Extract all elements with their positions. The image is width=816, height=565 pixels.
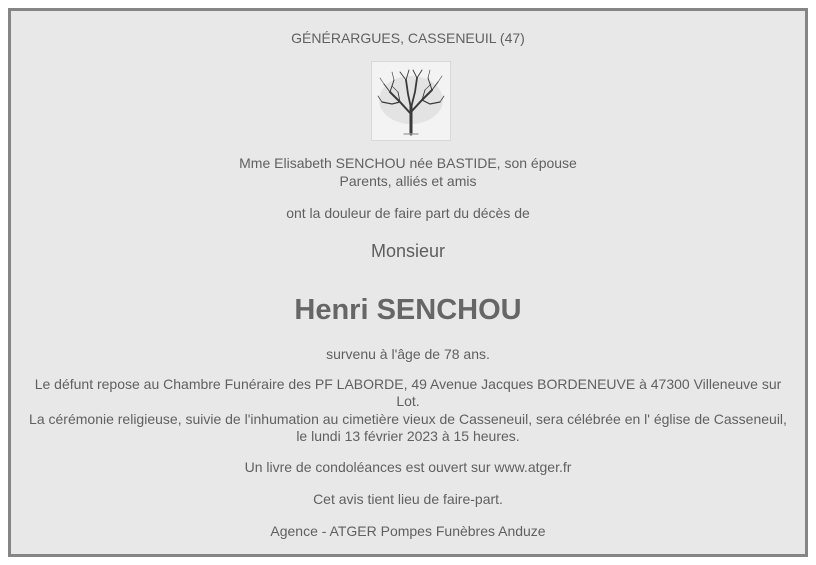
agency-text: Agence - ATGER Pompes Funèbres Anduze [270, 523, 546, 539]
repose-info: Le défunt repose au Chambre Funéraire des PF LABORDE, 49 Avenue Jacques BORDENEUVE à 47300 Villeneuve sur Lot. [34, 376, 782, 409]
notice-text: Cet avis tient lieu de faire-part. [313, 491, 503, 507]
bare-tree-icon [371, 61, 451, 141]
ceremony-info: La cérémonie religieuse, suivie de l'inhumation au cimetière vieux de Casseneuil, sera célébrée en l' église de Casseneuil, le lundi 13 février 2023 à 15 heures. [29, 411, 787, 444]
obituary-card [8, 8, 808, 557]
location-header: GÉNÉRARGUES, CASSENEUIL (47) [291, 30, 525, 46]
honorific-title: Monsieur [370, 241, 446, 261]
deceased-name: Henri SENCHOU [294, 294, 522, 326]
announcement-text: ont la douleur de faire part du décès de [286, 205, 530, 221]
family-line-relatives: Parents, alliés et amis [339, 173, 477, 189]
age-text: survenu à l'âge de 78 ans. [326, 346, 490, 362]
family-line-spouse: Mme Elisabeth SENCHOU née BASTIDE, son épouse [239, 155, 577, 171]
condolences-text: Un livre de condoléances est ouvert sur www.atger.fr [244, 459, 572, 475]
